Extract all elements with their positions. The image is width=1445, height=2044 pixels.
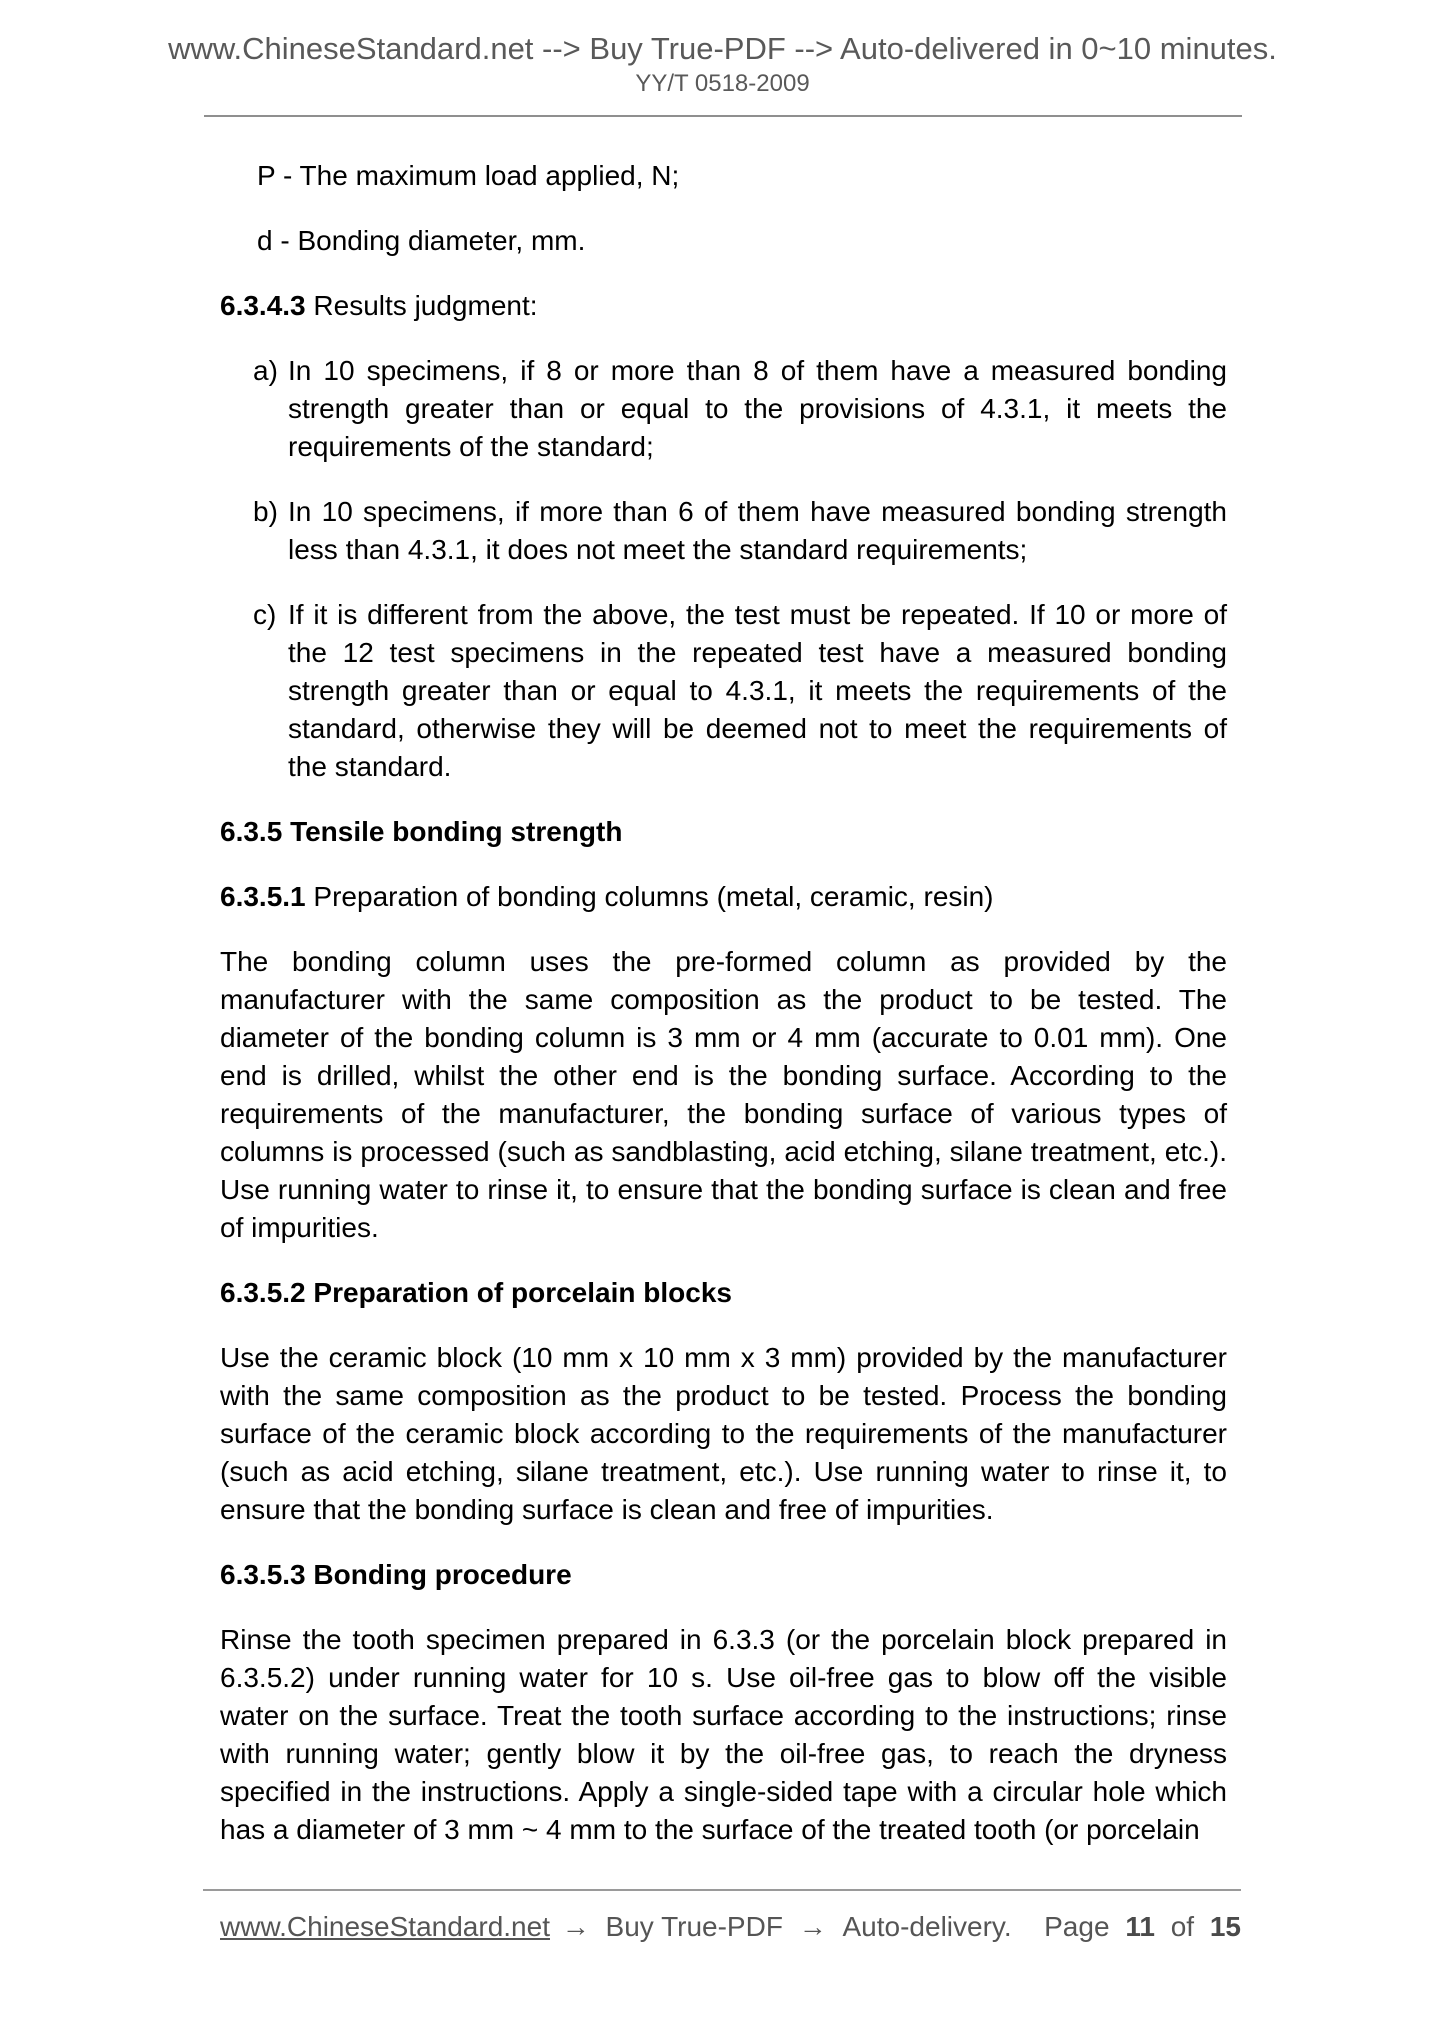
list-text: If it is different from the above, the test must be repeated. If 10 or more of the 12 test specimens in the repeated test have a measured bonding strength greater than or equal to 4.3.1, it meets the requirements of the standard, otherwise they will be deemed not to meet the requirements of the standard. — [288, 599, 1227, 782]
section-title: Results judgment: — [313, 290, 538, 321]
page-total: 15 — [1209, 1911, 1241, 1942]
list-item-b — [220, 493, 1227, 569]
arrow-icon: → — [561, 1911, 590, 1942]
section-number: 6.3.5.1 — [220, 881, 306, 912]
section-title: Tensile bonding strength — [290, 816, 623, 847]
section-number: 6.3.5.2 — [220, 1277, 306, 1308]
body-paragraph: The bonding column uses the pre-formed column as provided by the manufacturer with the same composition as the product to be tested. The diameter of the bonding column is 3 mm or 4 mm (accurate to 0.01 mm). One end is drilled, whilst the other end is the bonding surface. According to the requirements of the manufacturer, the bonding surface of various types of columns is processed (such as sandblasting, acid etching, silane treatment, etc.). Use running water to rinse it, to ensure that the bonding surface is clean and free of impurities. — [220, 946, 1227, 1243]
footer-delivery-text: Auto-delivery. — [842, 1911, 1012, 1942]
section-title: Preparation of porcelain blocks — [313, 1277, 732, 1308]
document-body — [220, 157, 1227, 1849]
list-marker: a) — [253, 355, 278, 386]
list-item-a — [220, 352, 1227, 466]
footer-source-line — [220, 1911, 1016, 1943]
header-rule — [204, 115, 1242, 117]
section-heading-6-3-5-2 — [220, 1274, 1227, 1312]
arrow-icon: → — [798, 1911, 827, 1942]
page-header — [0, 0, 1445, 117]
list-marker: c) — [253, 599, 277, 630]
list-text: In 10 specimens, if 8 or more than 8 of them have a measured bonding strength greater than or equal to the provisions of 4.3.1, it meets the requirements of the standard; — [288, 355, 1227, 462]
of-label: of — [1170, 1911, 1195, 1942]
definition-line-d: d - Bonding diameter, mm. — [257, 225, 586, 256]
standard-number: YY/T 0518-2009 — [635, 70, 810, 97]
footer-buy-text: Buy True-PDF — [605, 1911, 783, 1942]
list-item-c — [220, 596, 1227, 786]
body-paragraph: Use the ceramic block (10 mm x 10 mm x 3 mm) provided by the manufacturer with the same composition as the product to be tested. Process the bonding surface of the ceramic block according to the requirements of the manufacturer (such as acid etching, silane treatment, etc.). Use running water to rinse it, to ensure that the bonding surface is clean and free of impurities. — [220, 1342, 1227, 1525]
page-footer — [203, 1889, 1241, 1943]
list-marker: b) — [253, 496, 278, 527]
page-indicator — [1036, 1911, 1241, 1943]
footer-site-link[interactable]: www.ChineseStandard.net — [220, 1911, 550, 1942]
section-title: Preparation of bonding columns (metal, ceramic, resin) — [313, 881, 994, 912]
section-heading-6-3-5 — [220, 813, 1227, 851]
section-number: 6.3.5.3 — [220, 1559, 306, 1590]
body-paragraph: Rinse the tooth specimen prepared in 6.3.3 (or the porcelain block prepared in 6.3.5.2) under running water for 10 s. Use oil-free gas to blow off the visible water on the surface. Treat the tooth surface according to the instructions; rinse with running water; gently blow it by the oil-free gas, to reach the dryness specified in the instructions. Apply a single-sided tape with a circular hole which has a diameter of 3 mm ~ 4 mm to the surface of the treated tooth (or porcelain — [220, 1624, 1227, 1845]
section-number: 6.3.5 — [220, 816, 283, 847]
section-heading-6-3-4-3 — [220, 287, 1227, 325]
page-label: Page — [1044, 1911, 1110, 1942]
section-number: 6.3.4.3 — [220, 290, 306, 321]
section-heading-6-3-5-3 — [220, 1556, 1227, 1594]
list-text: In 10 specimens, if more than 6 of them have measured bonding strength less than 4.3.1, it does not meet the standard requirements; — [288, 496, 1227, 565]
footer-rule — [203, 1889, 1241, 1891]
definition-line-p: P - The maximum load applied, N; — [257, 160, 680, 191]
section-title: Bonding procedure — [313, 1559, 572, 1590]
header-site-line: www.ChineseStandard.net --> Buy True-PDF --> Auto-delivered in 0~10 minutes. — [168, 31, 1277, 66]
page-number: 11 — [1125, 1911, 1155, 1942]
section-heading-6-3-5-1 — [220, 878, 1227, 916]
